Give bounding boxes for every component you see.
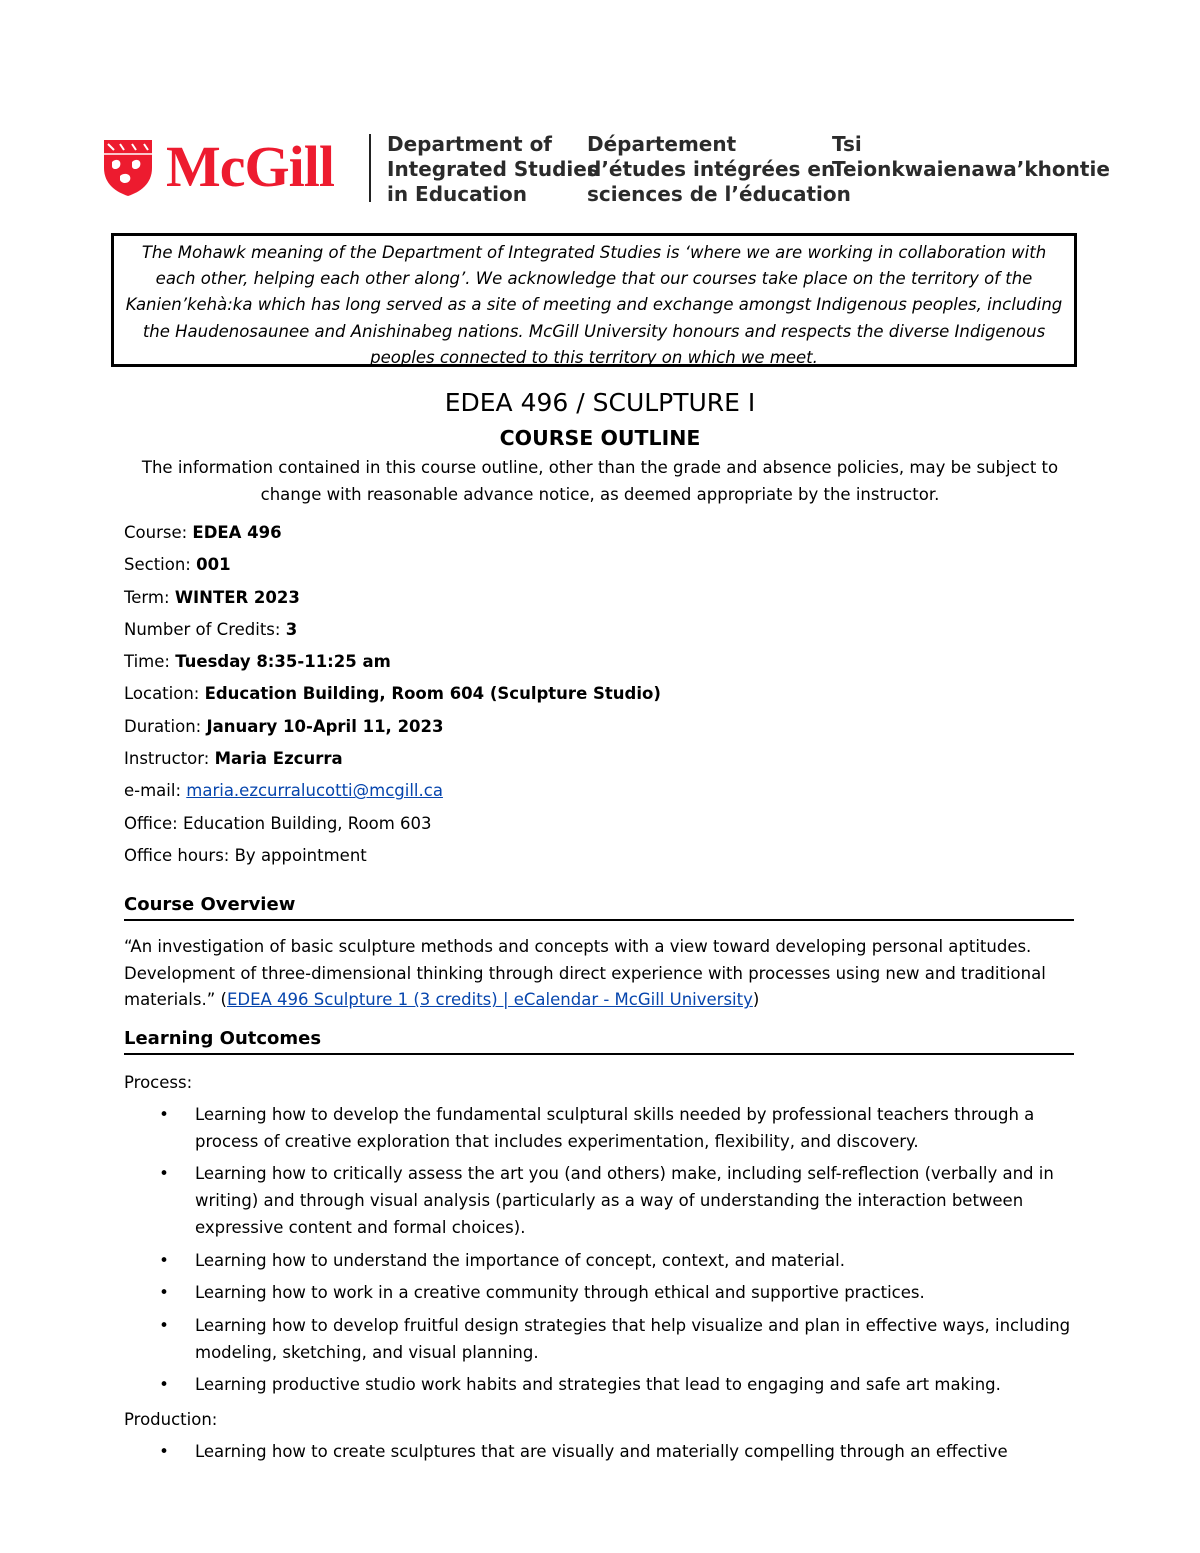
bullet-icon: •: [159, 1442, 169, 1461]
bullet-icon: •: [159, 1375, 169, 1395]
info-duration: Duration: January 10-April 11, 2023: [124, 716, 444, 736]
dept-fr-line: Département: [587, 132, 737, 156]
bullet-icon: •: [159, 1283, 169, 1303]
bullet-icon: •: [159, 1105, 169, 1124]
process-label: Process:: [124, 1073, 193, 1092]
production-outcomes-list: [124, 1439, 1084, 1472]
course-title: EDEA 496 / SCULPTURE I: [444, 388, 756, 417]
production-label: Production:: [124, 1410, 218, 1429]
header-divider: [369, 134, 371, 202]
course-info: [124, 518, 661, 873]
list-item: • Learning how to understand the importance of concept, context, and material.: [124, 1248, 1084, 1275]
bullet-icon: •: [159, 1250, 169, 1270]
dept-fr-line: d’études intégrées en: [587, 157, 836, 181]
mcgill-crest-icon: [102, 138, 154, 198]
dept-mohawk-line: Teionkwaienawa’khontie: [832, 157, 1110, 181]
list-item: • Learning productive studio work habits and strategies that lead to engaging and safe art making.: [124, 1372, 1084, 1399]
info-course: Course: EDEA 496: [124, 523, 282, 542]
learning-outcomes-heading: Learning Outcomes: [124, 1027, 1074, 1055]
info-office-hours: Office hours: By appointment: [124, 845, 367, 865]
list-item: • Learning how to develop fruitful design strategies that help visualize and plan in effective ways, including modeling, sketching, and visual planning.: [124, 1313, 1084, 1366]
info-email: e-mail: maria.ezcurralucotti@mcgill.ca: [124, 781, 443, 801]
info-section: Section: 001: [124, 555, 231, 575]
change-disclaimer: The information contained in this course outline, other than the grade and absence policies, may be subject to change with reasonable advance notice, as deemed appropriate by the instructor.: [141, 458, 1059, 504]
header: [102, 128, 1110, 208]
land-acknowledgement-box: The Mohawk meaning of the Department of Integrated Studies is ‘where we are working in collaboration with each other, helping each other along’. We acknowledge that our courses take place on the territory of the Kanien’kehà:ka which has long served as a site of meeting and exchange amongst Indigenous peoples, including the Haudenosaunee and Anishinabeg nations. McGill University honours and respects the diverse Indigenous peoples connected to this territory on which we meet.: [111, 233, 1077, 367]
process-outcomes-list: [124, 1102, 1084, 1405]
dept-en-line: in Education: [387, 182, 528, 206]
info-term: Term: WINTER 2023: [124, 587, 300, 607]
list-item: • Learning how to develop the fundamental sculptural skills needed by professional teachers through a process of creative exploration that includes experimentation, flexibility, and discovery.: [124, 1102, 1084, 1155]
course-overview-text: “An investigation of basic sculpture methods and concepts with a view toward developing personal aptitudes. Development of three-dimensional thinking through direct experience with processes using new and traditional materials.” (EDEA 496 Sculpture 1 (3 credits) | eCalendar - McGill University): [124, 937, 1046, 1010]
course-overview-heading: Course Overview: [124, 893, 1074, 921]
info-instructor: Instructor: Maria Ezcurra: [124, 749, 343, 769]
dept-en-line: Integrated Studies: [387, 157, 599, 181]
dept-mohawk-line: Tsi: [832, 132, 862, 156]
info-credits: Number of Credits: 3: [124, 619, 298, 639]
document-subtitle: COURSE OUTLINE: [499, 426, 701, 450]
instructor-email-link[interactable]: maria.ezcurralucotti@mcgill.ca: [186, 781, 443, 801]
department-name-english: [387, 132, 599, 207]
dept-en-line: Department of: [387, 132, 553, 156]
department-name-french: [587, 132, 851, 207]
department-name-mohawk: [832, 132, 1110, 182]
bullet-icon: •: [159, 1164, 169, 1184]
mcgill-wordmark: McGill: [166, 134, 334, 199]
info-location: Location: Education Building, Room 604 (Sculpture Studio): [124, 684, 661, 704]
ecalendar-link[interactable]: EDEA 496 Sculpture 1 (3 credits) | eCalendar - McGill University: [226, 990, 753, 1010]
bullet-icon: •: [159, 1315, 169, 1335]
info-office: Office: Education Building, Room 603: [124, 813, 432, 833]
info-time: Time: Tuesday 8:35-11:25 am: [124, 652, 391, 672]
list-item: • Learning how to create sculptures that are visually and materially compelling through an effective: [124, 1439, 1084, 1466]
list-item: • Learning how to critically assess the art you (and others) make, including self-reflection (verbally and in writing) and through visual analysis (particularly as a way of understanding the interaction between expressive content and formal choices).: [124, 1161, 1084, 1241]
dept-fr-line: sciences de l’éducation: [587, 182, 851, 206]
list-item: • Learning how to work in a creative community through ethical and supportive practices.: [124, 1280, 1084, 1307]
